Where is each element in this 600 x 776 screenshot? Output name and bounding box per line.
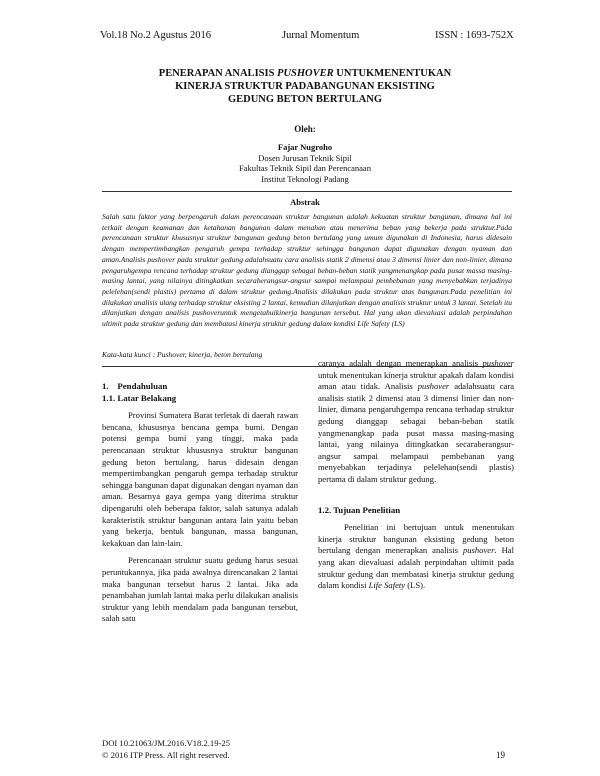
paper-title [100, 67, 510, 106]
paragraph-right-2: Penelitian ini bertujuan untuk menentukan kinerja struktur bangunan eksisting gedung beton bertulang dengan menerapkan analisis pushover. Hal yang akan dievaluasi adalah perpindahan ultimit pada struktur gedung dan membatasi kinerja struktur gedung dalam kondisi Life Safety (LS). [318, 522, 514, 591]
author-name: Fajar Nugroho [277, 142, 333, 152]
abstract-top-rule [102, 191, 512, 192]
paragraph-right-1: caranya adalah dengan menerapkan analisis pushover untuk menentukan kinerja struktur apakah dalam kondisi aman atau tidak. Analisis pushover adalahsuatu cara analisis statik 2 dimensi atau 3 dimensi linier dan non-linier, dimana pengaruhgempa rencana terhadap struktur gedung dianggap sebagai beban-beban statik yangmenangkap pada pusat massa masing-masing lantai, yang nilainya ditingkatkan secaraberangsur-angsur sampai melampaui pembebanan yang menyebabkan terjadinya pelelehan(sendi plastis) pertama di dalam struktur gedung. [318, 358, 515, 484]
author-affiliation-3: Institut Teknologi Padang [261, 173, 349, 184]
author-block [100, 142, 510, 184]
author-affiliation-2: Fakultas Teknik Sipil dan Perencanaan [239, 163, 371, 174]
keywords: Kata-kata kunci : Pushover, kinerja, beton bertulang [102, 350, 263, 359]
right-column [318, 358, 514, 592]
left-column [102, 381, 298, 625]
paragraph-left-1: Provinsi Sumatera Barat terletak di daerah rawan bencana, khususnya bencana gempa bumi. Dengan potensi gempa bumi yang tinggi, maka pada perencanaan struktur khususnya struktur bangunan gedung beton bertulang, harus didesain dengan mempertimbangkan pengaruh gempa terhadap struktur sehingga bangunan dapat digunakan dengan nyaman dan aman. Besarnya gaya gempa yang diterima struktur dipengaruhi oleh beberapa faktor, salah satunya adalah karakteristik struktur bangunan antara lain yaitu beban yang bekerja, bentuk bangunan, massa bangunan, kekakuan dan lain-lain. [102, 410, 298, 548]
paragraph-left-2: Perencanaan struktur suatu gedung harus sesuai peruntukannya, jika pada awalnya direncanakan 2 lantai maka bangunan tersebut harus 2 lantai. Jika ada penambahan jumlah lantai maka perlu dilakukan analisis struktur yang lebih mendalam pada bangunan tersebut, salah satu [102, 555, 298, 624]
section-heading: 1. Pendahuluan [102, 381, 168, 391]
title-line1-pre: PENERAPAN ANALISIS [158, 68, 278, 79]
footer-copyright: © 2016 ITP Press. All right reserved. [102, 750, 230, 760]
header-issn: ISSN : 1693-752X [435, 30, 514, 41]
author-affiliation-1: Dosen Jurusan Teknik Sipil [258, 152, 352, 163]
title-line1-em: PUSHOVER [277, 68, 334, 79]
footer-doi: DOI 10.21063/JM.2016.V18.2.19-25 [102, 738, 230, 748]
page-number: 19 [496, 750, 505, 760]
title-line3: GEDUNG BETON BERTULANG [227, 94, 383, 105]
header-volume: Vol.18 No.2 Agustus 2016 [100, 30, 211, 41]
title-line1-post: UNTUKMENENTUKAN [333, 68, 452, 79]
subsection-heading-1-2: 1.2. Tujuan Penelitian [318, 504, 401, 515]
oleh-label: Oleh: [294, 124, 316, 134]
subsection-heading-1-1: 1.1. Latar Belakang [102, 392, 177, 403]
abstract-heading: Abstrak [290, 197, 320, 207]
header-journal: Jurnal Momentum [282, 30, 360, 41]
title-line2: KINERJA STRUKTUR PADABANGUNAN EKSISTING [175, 81, 435, 92]
abstract-text: Salah satu faktor yang berpengaruh dalam perencanaan struktur bangunan adalah kekuatan struktur bangunan, dimana hal ini terkait dengan keamanan dan ketahanan bangunan dalam menahan atau menerima beban yang bekerja pada struktur.Pada perencanaan struktur khususnya struktur bangunan gedung beton bertulang yang umum digunakan di Indonesia, harus didesain dengan mempertimbangkan pengaruh gempa terhadap struktur sehingga bangunan dapat digunakan dengan nyaman dan aman.Analisis pushover pada struktur gedung adalahsuatu cara analisis statik 2 dimensi atau 3 dimensi linier dan non-linier, dimana pengaruhgempa rencana terhadap struktur gedung dianggap sebagai beban-beban statik yangmenangkap pada pusat massa masing-masing lantai, yang nilainya ditingkatkan secaraberangsur-angsur sampai melampaui pembebanan yang menyebabkan terjadinya pelelehan(sendi plastis) pertama di dalam struktur gedung.Analisis dilakukan pada struktur atas bangunan.Pada penelitian ini dilakukan analisis ulang terhadap struktur eksisting 2 lantai, kemudian dilanjutkan dengan analisis struktur untuk 3 lantai. Setelah itu dilanjutkan dengan analisis pushoveruntuk mengetahuikinerja bangunan tersebut. Hal yang akan dievaluasi adalah perpindahan ultimit pada struktur gedung dan membatasi kinerja struktur gedung dalam kondisi Life Safety (LS) [102, 212, 512, 329]
